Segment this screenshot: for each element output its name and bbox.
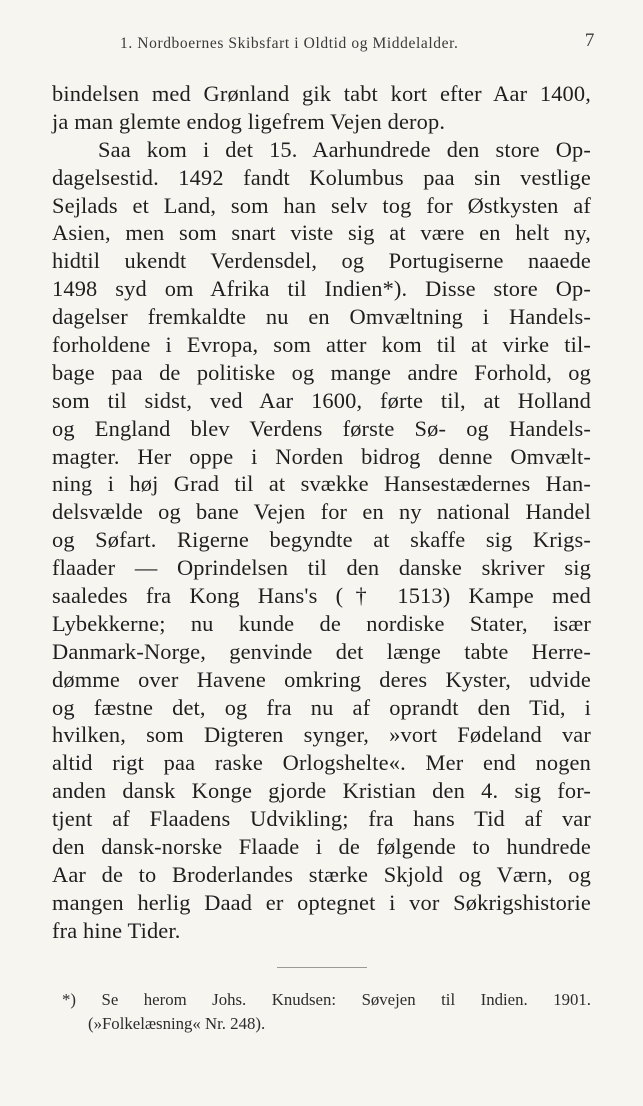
text-line: magter. Her oppe i Norden bidrog denne Omvælt-	[52, 443, 591, 469]
text-line: dagelser fremkaldte nu en Omvæltning i Handels-	[52, 304, 591, 330]
text-line: Lybekkerne; nu kunde de nordiske Stater, især	[52, 610, 591, 636]
text-line: dagelsestid. 1492 fandt Kolumbus paa sin vestlige	[52, 164, 591, 190]
text-line: den dansk-norske Flaade i de følgende to hundrede	[52, 834, 591, 860]
text-line: delsvælde og bane Vejen for en ny national Handel	[52, 499, 591, 525]
text-line: ja man glemte endog ligefrem Vejen derop.	[52, 108, 446, 134]
text-line: forholdene i Evropa, som atter kom til at virke til-	[52, 332, 591, 358]
text-line: Saa kom i det 15. Aarhundrede den store Op-	[98, 136, 591, 162]
text-line: saaledes fra Kong Hans's († 1513) Kampe med	[52, 583, 591, 609]
running-title: 1. Nordboernes Skibsfart i Oldtid og Middelalder.	[120, 35, 459, 52]
text-line: og fæstne det, og fra nu af oprandt den Tid, i	[52, 694, 591, 720]
text-line: som til sidst, ved Aar 1600, førte til, at Holland	[52, 387, 591, 413]
page-header	[52, 30, 595, 56]
text-line: mangen herlig Daad er optegnet i vor Søkrigshistorie	[52, 889, 591, 915]
footnote	[52, 988, 591, 1036]
text-line: ning i høj Grad til at svække Hansestædernes Han-	[52, 471, 591, 497]
text-line: Asien, men som snart viste sig at være en helt ny,	[52, 220, 591, 246]
text-line: og Søfart. Rigerne begyndte at skaffe sig Krigs-	[52, 527, 591, 553]
text-line: Aar de to Broderlandes stærke Skjold og Værn, og	[52, 861, 591, 887]
text-line: fra hine Tider.	[52, 917, 181, 943]
text-line: flaader — Oprindelsen til den danske skriver sig	[52, 555, 591, 581]
footnote-divider	[277, 967, 367, 968]
page-number: 7	[584, 30, 595, 51]
text-line: tjent af Flaadens Udvikling; fra hans Tid af var	[52, 806, 591, 832]
text-line: 1498 syd om Afrika til Indien*). Disse store Op-	[52, 276, 591, 302]
text-line: og England blev Verdens første Sø- og Handels-	[52, 415, 591, 441]
footnote-line: *) Se herom Johs. Knudsen: Søvejen til Indien. 1901.	[62, 989, 591, 1009]
text-line: Danmark-Norge, genvinde det længe tabte Herre-	[52, 638, 591, 664]
text-line: Sejlads et Land, som han selv tog for Østkysten af	[52, 192, 591, 218]
text-line: anden dansk Konge gjorde Kristian den 4. sig for-	[52, 778, 591, 804]
text-line: bindelsen med Grønland gik tabt kort efter Aar 1400,	[52, 81, 591, 106]
text-line: dømme over Havene omkring deres Kyster, udvide	[52, 666, 591, 692]
text-line: bage paa de politiske og mange andre Forhold, og	[52, 359, 591, 385]
text-line: altid rigt paa raske Orlogshelte«. Mer end nogen	[52, 750, 591, 776]
body-text	[52, 80, 591, 945]
footnote-line: (»Folkelæsning« Nr. 248).	[88, 1013, 266, 1033]
text-line: hvilken, som Digteren synger, »vort Fødeland var	[52, 722, 591, 748]
text-line: hidtil ukendt Verdensdel, og Portugiserne naaede	[52, 248, 591, 274]
